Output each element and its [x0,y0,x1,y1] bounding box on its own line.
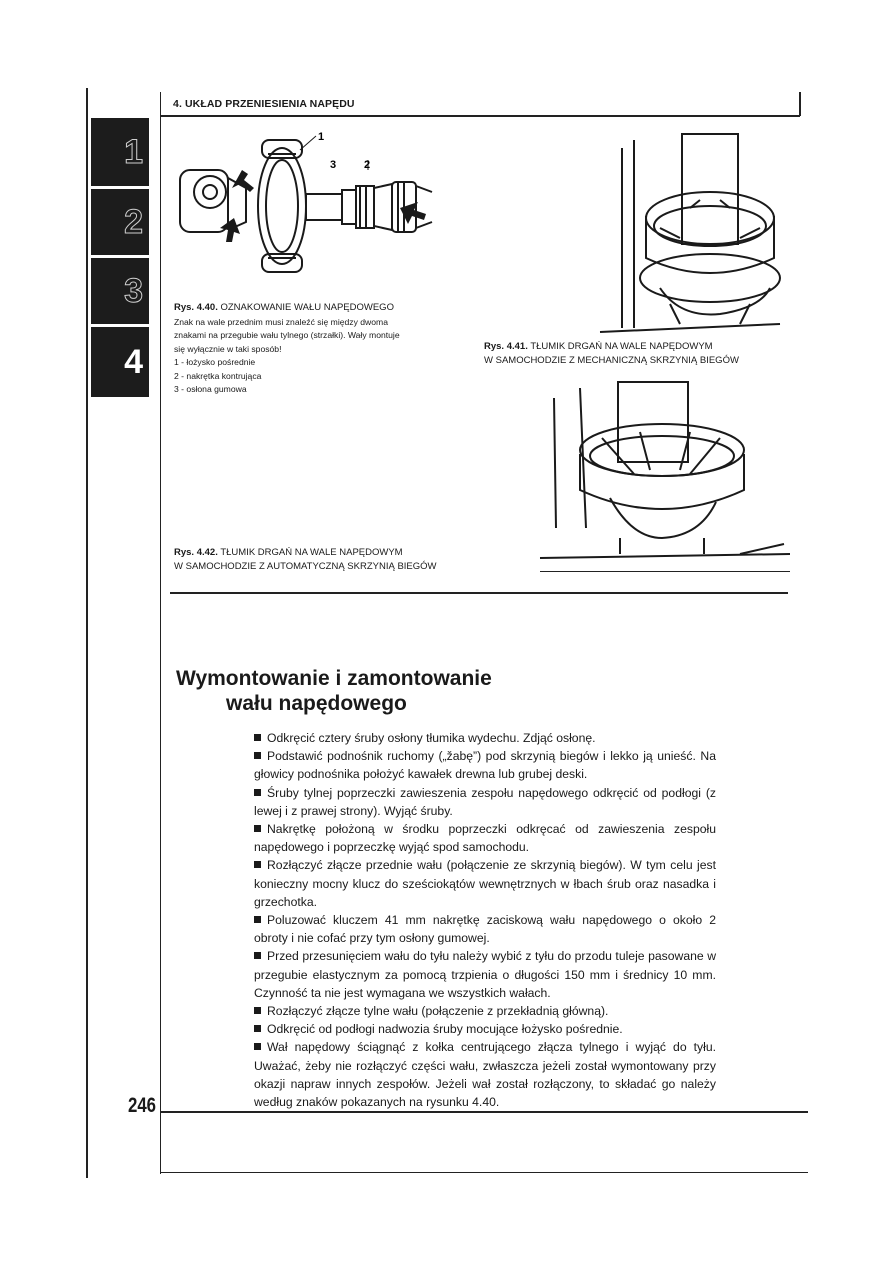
bullet-icon [254,916,261,923]
step: Podstawić podnośnik ruchomy („žabę”) pod skrzynią biegów i lekko ją unieść. Na głowicy podnośnika położyć kawałek drewna lub grubej deski. [254,749,716,782]
header-rule [160,115,800,117]
step: Odkręcić od podłogi nadwozia śruby mocujące łożysko pośrednie. [254,1020,716,1038]
bullet-icon [254,752,261,759]
chapter-tab-4: 4 [91,327,149,397]
figure-4-42-caption: Rys. 4.42. TŁUMIK DRGAŃ NA WALE NAPĘDOWYM W SAMOCHODZIE Z AUTOMATYCZNĄ SKRZYNIĄ BIEGÓW [174,547,437,572]
figure-4-40-caption [174,301,474,315]
chapter-tab-1: 1 [91,118,149,186]
section-title: Wymontowanie i zamontowanie wału napędowego [176,667,492,715]
procedure-steps [254,729,716,1111]
callout-3: 3 [330,159,337,171]
figure-4-40-description: Znak na wale przednim musi znaleźć się między dwoma znakami na przegubie wału tylnego (strzałki). Wały montuje się wyłącznie w taki sposób! 1 - łożysko pośrednie 2 - nakrętka kontrująca 3 - osłona gumowa [174,316,474,396]
bullet-icon [254,734,261,741]
bullet-icon [254,1043,261,1050]
bullet-icon [254,825,261,832]
figure-4-42-drawing [540,378,790,578]
step: Przed przesunięciem wału do tyłu należy wybić z tyłu do przodu tuleje pasowane w przegubie elastycznym za pomocą trzpienia o długości 150 mm i średnicy 10 mm. Czynność ta nie jest wymagana we wszystkich wałach. [254,949,716,1000]
figure-4-40-label: Rys. 4.40. [174,302,218,313]
step: Rozłączyć złącze przednie wału (połączenie ze skrzynią biegów). W tym celu jest konieczny mocny klucz do sześciokątów wewnętrznych w łbach śrub oraz nasadka i grzechotka. [254,858,716,909]
figures-bottom-rule [170,592,788,594]
figure-4-41-drawing [600,128,800,338]
bullet-icon [254,861,261,868]
chapter-tab-2: 2 [91,189,149,255]
legend-item: 2 - nakrętka kontrująca [174,370,262,381]
bullet-icon [254,1007,261,1014]
left-margin-line [86,88,88,1178]
page-number: 246 [128,1094,157,1117]
step: Odkręcić cztery śruby osłony tłumika wydechu. Zdjąć osłonę. [254,729,716,747]
step: Rozłączyć złącze tylne wału (połączenie z przekładnią główną). [254,1002,716,1020]
header-right-line [799,92,801,116]
bottom-rule [160,1172,808,1173]
running-head: 4. UKŁAD PRZENIESIENIA NAPĘDU [173,98,355,110]
step: Śruby tylnej poprzeczki zawieszenia zespołu napędowego odkręcić od podłogi (z lewej i z prawej strony). Wyjąć śruby. [254,785,716,818]
legend-item: 1 - łożysko pośrednie [174,357,256,368]
bullet-icon [254,789,261,796]
bullet-icon [254,952,261,959]
step: Poluzować kluczem 41 mm nakrętkę zaciskową wału napędowego o około 2 obroty i nie cofać przy tym osłony gumowej. [254,913,716,946]
figure-4-40-drawing [170,130,440,300]
text-column-left-line [160,92,161,1174]
step: Wał napędowy ściągnąć z kołka centrującego złącza tylnego i wyjąć do tyłu. Uważać, żeby nie rozłączyć części wału, zwłaszcza jeżeli został wymontowany przy okazji napraw innych zespołów. Jeżeli wał został rozłączony, to składać go należy według znaków pokazanych na rysunku 4.40. [254,1040,716,1110]
callout-2: 2 [364,159,371,171]
bullet-icon [254,1025,261,1032]
chapter-tab-3: 3 [91,258,149,324]
figure-4-41-caption: Rys. 4.41. TŁUMIK DRGAŃ NA WALE NAPĘDOWYM W SAMOCHODZIE Z MECHANICZNĄ SKRZYNIĄ BIEGÓW [484,341,739,366]
callout-1: 1 [318,131,325,143]
legend-item: 3 - osłona gumowa [174,384,247,395]
figure-4-42-baseline [540,571,790,572]
step: Nakrętkę położoną w środku poprzeczki odkręcać od zawieszenia zespołu napędowego i poprzeczkę wyjąć spod samochodu. [254,822,716,855]
figure-4-40-title: OZNAKOWANIE WAŁU NAPĘDOWEGO [220,302,394,313]
